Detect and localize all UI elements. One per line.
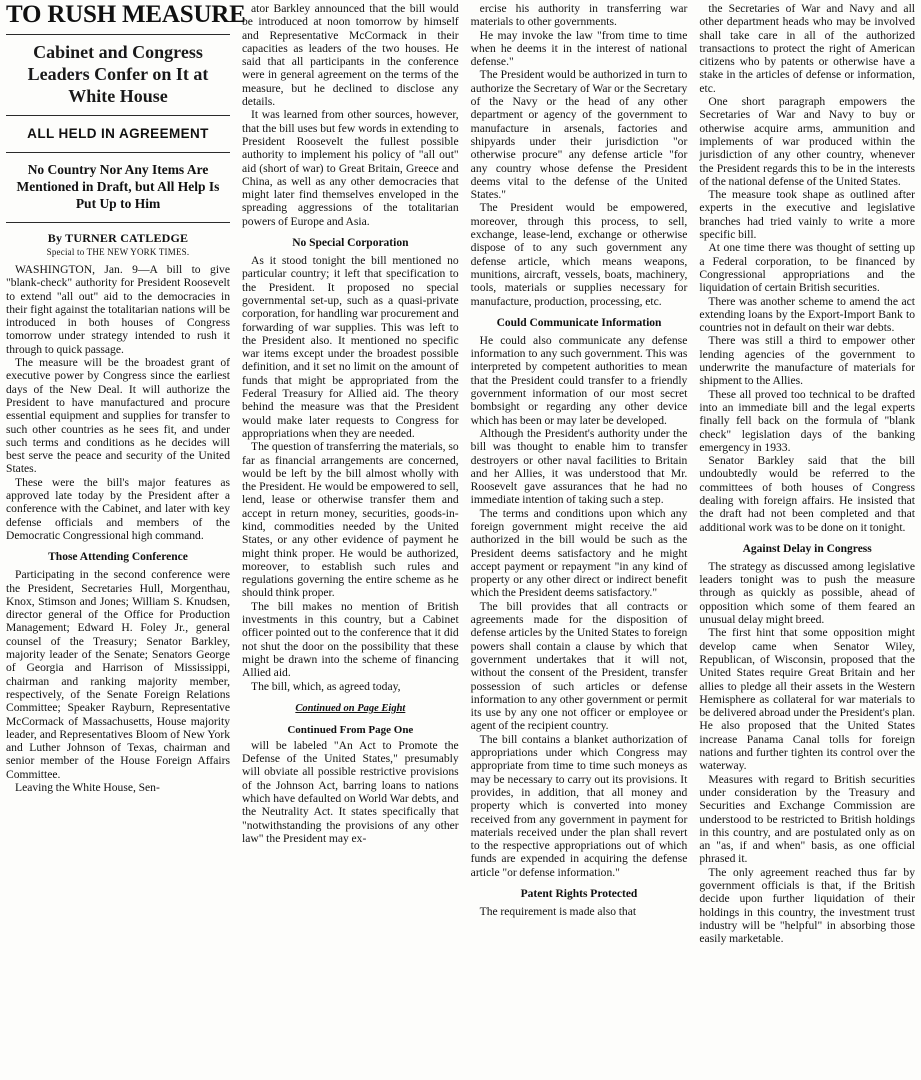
column-4 (693, 2, 917, 1078)
paragraph: There was another scheme to amend the act extending loans by the Export-Import Bank to countries not in default on their war debts. (699, 294, 916, 335)
paragraph: The bill makes no mention of British investments in this country, but a Cabinet officer pointed out to the conference that it did not shut the door on the possibility that these might be drawn into the scheme of financing Allied aid. (242, 599, 459, 680)
paragraph: The strategy as discussed among legislative leaders tonight was to push the measure through as quickly as possible, ahead of opposition which some of them feared an unusual delay might breed. (699, 559, 916, 627)
paragraph: ercise his authority in transferring war materials to other governments. (470, 2, 688, 29)
rule-under-sub2 (6, 222, 230, 223)
rule-under-sub1 (6, 152, 230, 153)
paragraph: These were the bill's major features as approved late today by the President after a conference with the Cabinet, and later with key defense officials and members of the Democratic Congressional high command. (6, 475, 230, 542)
paragraph: The question of transferring the materials, so far as financial arrangements are concerned, would be left by the bill almost wholly with the President. He would be empowered to sell, lend, lease or otherwise transfer them and accept in return money, securities, goods-in-kind, commodities needed by the United States, or any other evidence of payment he might think proper. He would be authorized, moreover, to establish such rules and regulations governing the entire scheme as he should think proper. (242, 440, 459, 600)
headline-sub-draft: No Country Nor Any Items Are Mentioned in Draft, but All Help Is Put Up to Him (16, 162, 220, 211)
paragraph: It was learned from other sources, however, that the bill uses but few words in extending to President Roosevelt the fullest possible authority to implement his policy of "all out" aid (short of war) to Great Britain, Greece and China, as well as any other democracies that might later find themselves enveloped in the spreading aggressions of the totalitarian powers of Europe and Asia. (242, 108, 459, 228)
paragraph: The first hint that some opposition might develop came when Senator Wiley, Republican, of Wisconsin, proposed that the United States require Great Britain and her allies to pledge all their assets in the Western Hemisphere as collateral for war materials to be delivered abroad under the President's plan. He also proposed that the United States increase Panama Canal tolls for foreign nations and further tighten its control over the waterway. (699, 626, 916, 773)
paragraph: will be labeled "An Act to Promote the Defense of the United States," presumably will obviate all possible restrictive provisions of the Johnson Act, barring loans to nations which have defaulted on World War debts, and the Neutrality Act. It states specifically that "notwithstanding the provisions of any other law" the President may ex- (242, 738, 459, 845)
paragraph: These all proved too technical to be drafted into an immediate bill and the legal experts finally fell back on the formula of "blank check" legislation days of the banking emergency in 1933. (699, 387, 916, 454)
paragraph: The President would be empowered, moreover, through this process, to sell, exchange, lease-lend, exchange or otherwise dispose of to any such government any defense article, which means weapons, munitions, aircraft, vessels, boats, machinery, tools, materials or supplies necessary for manufacture, production, processing, etc. (470, 201, 688, 308)
paragraph: The bill contains a blanket authorization of appropriations under which Congress may appropriate from time to time such moneys as may be necessary to carry out its provisions. It provides, in addition, that all money and property which is converted into money received from any government in payment for materials received under the plan shall revert to the respective appropriations out of which funds are expended in acquiring the defense article "or defense information." (470, 732, 688, 879)
paragraph: One short paragraph empowers the Secretaries of War and Navy to buy or otherwise acquire arms, ammunition and implements of war produced within the jurisdiction of any other country, whenever the President regards this to be in the interests of the national defense of the United States. (699, 95, 916, 188)
paragraph: The bill, which, as agreed today, (251, 679, 401, 693)
paragraph: ator Barkley announced that the bill would be introduced at noon tomorrow by himself and Representative McCormack in their capacities as leaders of the two houses. He said that all participants in the conference were in general agreement on the terms of the measure, but he declined to disclose any details. (242, 2, 459, 109)
headline-sub-agreement: ALL HELD IN AGREEMENT (27, 126, 209, 141)
paragraph: The President would be authorized in turn to authorize the Secretary of War or the Secretary of the Navy or the head of any other department or agency of the government to manufacture in arsenals, factories and shipyards under their jurisdiction "or otherwise procure" any defense article "for any country whose defense the President deems vital to the defense of the United States." (470, 68, 688, 202)
paragraph: As it stood tonight the bill mentioned no particular country; it left that specification to the President. It proposed no special governmental set-up, such as a quasi-private corporation, for handling war procurement and forwarding of war supplies. This was left to the President also. It mentioned no specific war items except under the broadest possible definition, and it set no limit on the amount of funds that might be appropriated from the Federal Treasury for Allied aid. The theory behind the measure was that the President would make later requests to Congress for appropriations when they are needed. (242, 254, 459, 440)
paragraph: There was still a third to empower other lending agencies of the government to underwrite the manufacture of materials for shipment to the Allies. (699, 334, 916, 388)
paragraph: Measures with regard to British securities under consideration by the Treasury and Securities and Exchange Commission are understood to be restricted to British holdings in this country, and are postulated only as on an "as, if and when" basis, as one official phrased it. (699, 772, 916, 866)
page-title: TO RUSH MEASURE (6, 1, 246, 28)
headline-deck: Cabinet and Congress Leaders Confer on It at White House (27, 42, 209, 106)
subhead-attending-conference: Those Attending Conference (48, 551, 188, 564)
continued-on-page-eight[interactable]: Continued on Page Eight (295, 702, 406, 714)
column-1 (4, 1, 246, 1078)
paragraph: At one time there was thought of setting up a Federal corporation, to be financed by Congressional appropriations and the liquidation of certain British securities. (699, 241, 916, 295)
paragraph: The bill provides that all contracts or agreements made for the disposition of defense articles by the United States to foreign powers shall contain a clause by which that government undertakes that it will not, without the consent of the President, transfer possession of such articles or defense information to any other government or permit its use by any one not officer or employee or agent of the recipient country. (470, 599, 688, 733)
paragraph: The requirement is made also that (479, 905, 637, 918)
continued-from-page-one: Continued From Page One (287, 723, 414, 736)
paragraph: Participating in the second conference were the President, Secretaries Hull, Morgenthau, Knox, Stimson and Jones; William S. Knudsen, director general of the Office for Production Management; Edward H. Foley Jr., general counsel of the Treasury; Senator Barkley, majority leader of the Senate; Senators George of Georgia and Harrison of Mississippi, chairman and ranking majority member, respectively, of the Senate Foreign Relations Committee; Speaker Rayburn, Representative McCormack of Massachusetts, House majority leader, and Representatives Bloom of New York and Luther Johnson of Texas, chairman and senior member of the House Foreign Affairs Committee. (6, 568, 230, 781)
byline-credit: Special to THE NEW YORK TIMES. (46, 247, 190, 257)
paragraph: the Secretaries of War and Navy and all other department heads who may be involved shall take care in all of the authorized transactions to protect the right of American citizens who by patents or otherwise have a stake in the articles of defense or information, etc. (699, 2, 916, 95)
paragraph: The measure will be the broadest grant of executive power by Congress since the earliest days of the New Deal. It will authorize the President to have manufactured and procure essential equipment and supplies for transfer to such other countries as he sees fit, and under such terms and conditions as he decides will best serve the peace and security of the United States. (6, 356, 230, 476)
rule-under-headline (6, 34, 230, 35)
paragraph: The only agreement reached thus far by government officials is that, if the British decide upon further liquidation of their holdings in this country, the investment trust industry will be "helpful" in absorbing those easily marketable. (699, 865, 916, 946)
paragraph: Senator Barkley said that the bill undoubtedly would be referred to the committees of both houses of Congress dealing with foreign affairs. He insisted that the draft had not been completed and that additional work was to be done on it tonight. (699, 454, 916, 534)
paragraph: Although the President's authority under the bill was thought to enable him to transfer destroyers or other naval facilities to Britain and her Allies, it was understood that Mr. Roosevelt gave assurances that he had no immediate intention of taking such a step. (470, 426, 688, 507)
paragraph: WASHINGTON, Jan. 9—A bill to give "blank-check" authority for President Roosevelt to extend "all out" aid to the democracies in their fight against the totalitarian nations will be introduced in both houses of Congress tomorrow under strategy intended to rush it through to quick passage. (6, 263, 230, 356)
paragraph: He may invoke the law "from time to time when he deems it in the interest of national defense." (470, 28, 688, 69)
byline-author: By TURNER CATLEDGE (47, 231, 189, 245)
subhead-no-special-corporation: No Special Corporation (292, 237, 409, 250)
column-3 (465, 2, 694, 1078)
paragraph: The terms and conditions upon which any foreign government might receive the aid authorized in the bill would be such as the President deems satisfactory and he might accept payment or repayment "in any kind of property or any other direct or indirect benefit which the President deems satisfactory." (470, 506, 688, 600)
column-2 (236, 2, 465, 1078)
paragraph: Leaving the White House, Sen- (15, 780, 160, 794)
subhead-patent-rights-protected: Patent Rights Protected (520, 888, 638, 900)
subhead-could-communicate-information: Could Communicate Information (496, 316, 662, 329)
paragraph: The measure took shape as outlined after experts in the executive and legislative branches had tried vainly to write a more specific bill. (699, 188, 916, 242)
rule-under-deck (6, 115, 230, 116)
paragraph: He could also communicate any defense information to any such government. This was interpreted by competent authorities to mean that the President could transfer to a friendly government information of our most secret bombsight or regarding any other device which has been or may later be developed. (470, 333, 688, 427)
subhead-against-delay-in-congress: Against Delay in Congress (742, 542, 872, 555)
